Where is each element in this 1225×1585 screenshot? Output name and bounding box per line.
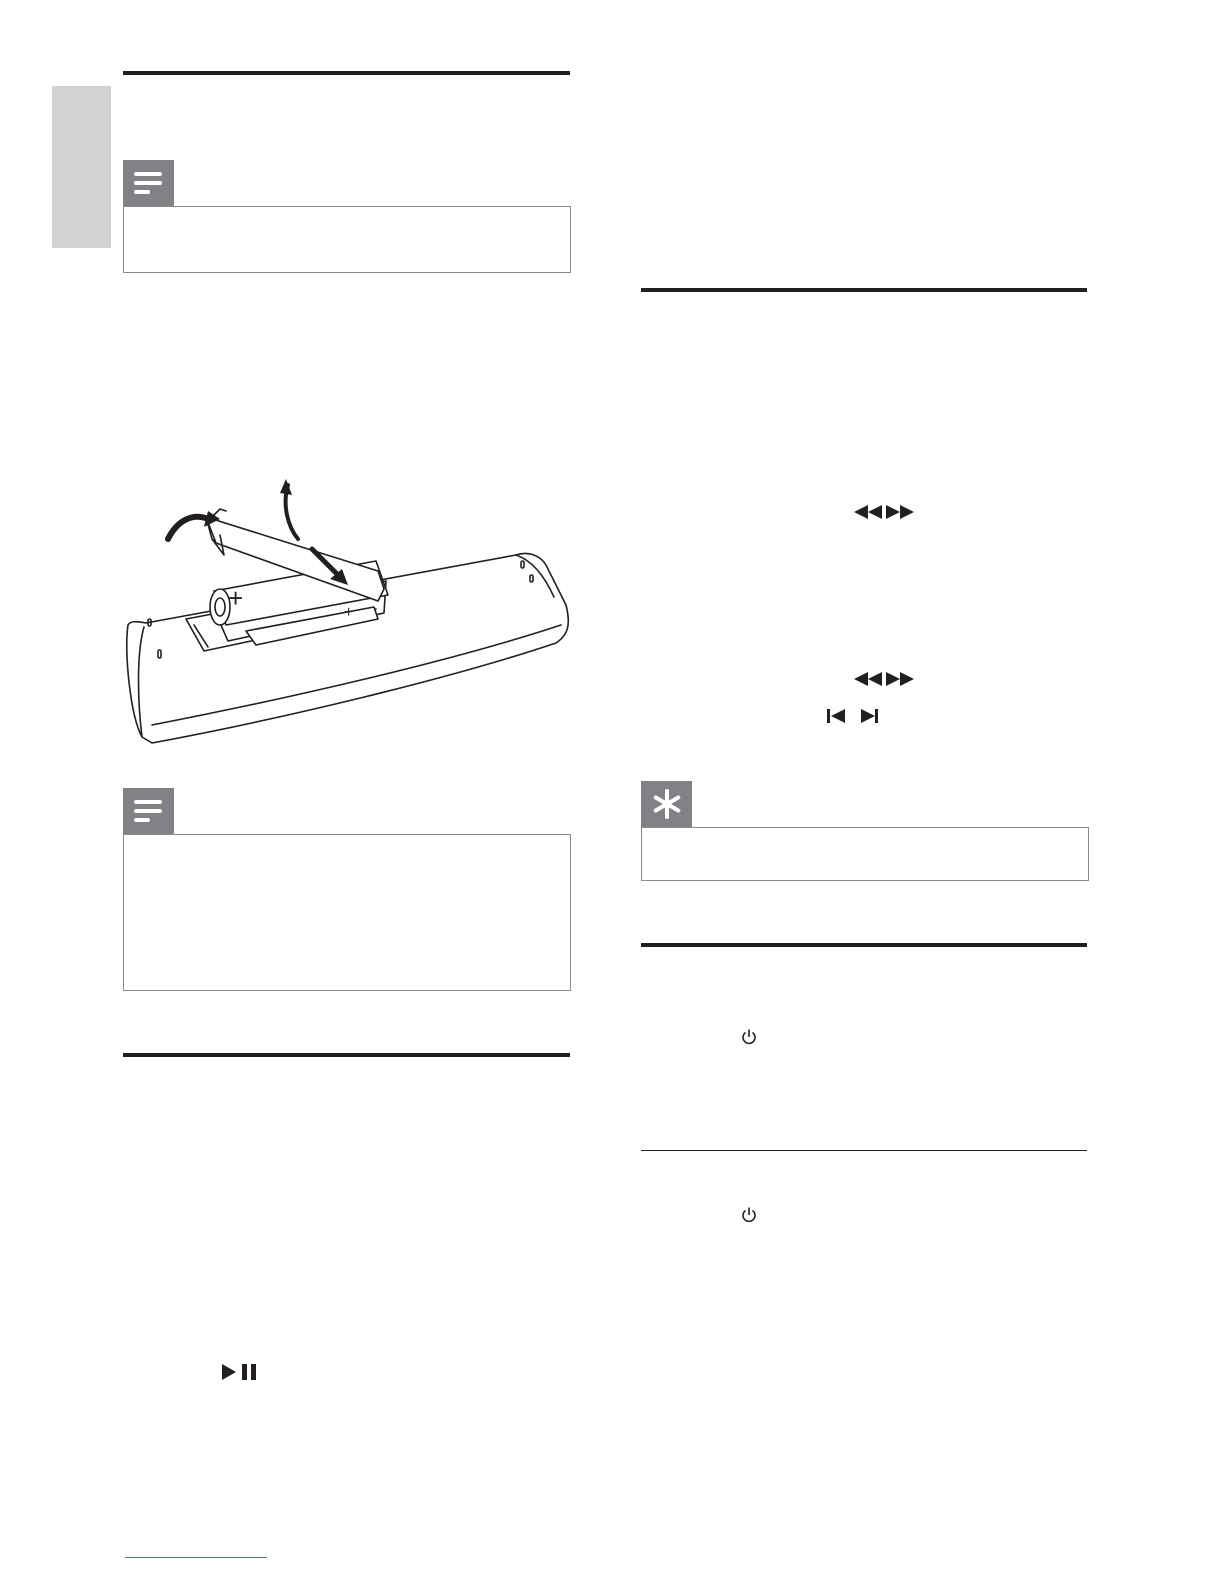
subsection-rule: [641, 1150, 1087, 1151]
note-lines-icon: [134, 170, 164, 196]
tip-flag: [641, 781, 692, 827]
section-rule: [123, 1053, 570, 1057]
section-rule: [641, 943, 1087, 947]
power-icon: [740, 1028, 758, 1046]
note-flag: [123, 788, 174, 834]
remote-battery-illustration: [116, 475, 576, 755]
language-side-tab: [52, 86, 111, 248]
skip-previous-next-icon: [827, 707, 879, 725]
asterisk-icon: [651, 788, 683, 820]
note-box: [123, 206, 571, 273]
section-rule: [123, 71, 570, 75]
section-rule: [641, 288, 1087, 292]
tip-box: [641, 827, 1089, 881]
rewind-fast-forward-icon: [854, 503, 914, 521]
battery-plus-large: +: [228, 583, 244, 613]
note-box: [123, 834, 571, 991]
footer-link-underline: [125, 1557, 267, 1558]
note-flag: [123, 160, 174, 206]
power-icon: [740, 1206, 758, 1224]
rewind-fast-forward-icon: [854, 670, 914, 688]
play-pause-icon: [222, 1362, 260, 1382]
note-lines-icon: [134, 798, 164, 824]
battery-plus-small: +: [344, 604, 354, 621]
